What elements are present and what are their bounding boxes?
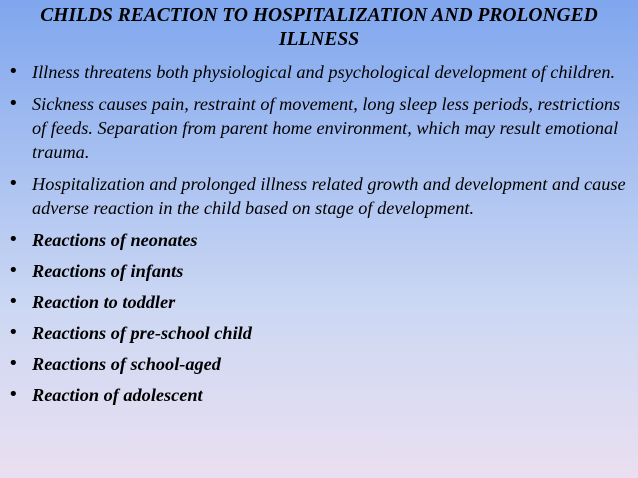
bullet-text: Illness threatens both physiological and psychological development of children. — [32, 62, 616, 82]
bullet-item — [8, 228, 630, 252]
bullet-item — [8, 290, 630, 314]
bullet-text: Sickness causes pain, restraint of movement, long sleep less periods, restrictions of feeds. Separation from parent home environment, which may result emotional trauma. — [32, 94, 621, 162]
bullet-item — [8, 172, 630, 220]
bullet-icon: • — [8, 229, 19, 250]
bullet-item — [8, 259, 630, 283]
bullet-text: Reaction of adolescent — [32, 385, 203, 405]
bullet-item — [8, 92, 630, 164]
bullet-icon: • — [8, 291, 19, 312]
bullet-text: Hospitalization and prolonged illness related growth and development and cause adverse reaction in the child based on stage of development. — [32, 174, 626, 218]
bullet-list — [8, 60, 630, 414]
bullet-text: Reactions of pre-school child — [32, 323, 252, 343]
bullet-icon: • — [8, 353, 19, 374]
bullet-item — [8, 60, 630, 84]
bullet-text: Reactions of school-aged — [32, 354, 221, 374]
bullet-item — [8, 383, 630, 407]
slide-title: CHILDS REACTION TO HOSPITALIZATION AND PROLONGED ILLNESS — [40, 5, 598, 50]
bullet-icon: • — [8, 93, 19, 114]
bullet-icon: • — [8, 61, 19, 82]
bullet-text: Reactions of infants — [32, 261, 184, 281]
bullet-icon: • — [8, 322, 19, 343]
bullet-item — [8, 352, 630, 376]
bullet-text: Reaction to toddler — [32, 292, 176, 312]
bullet-item — [8, 321, 630, 345]
bullet-icon: • — [8, 384, 19, 405]
bullet-icon: • — [8, 260, 19, 281]
bullet-icon: • — [8, 173, 19, 194]
bullet-text: Reactions of neonates — [32, 230, 198, 250]
